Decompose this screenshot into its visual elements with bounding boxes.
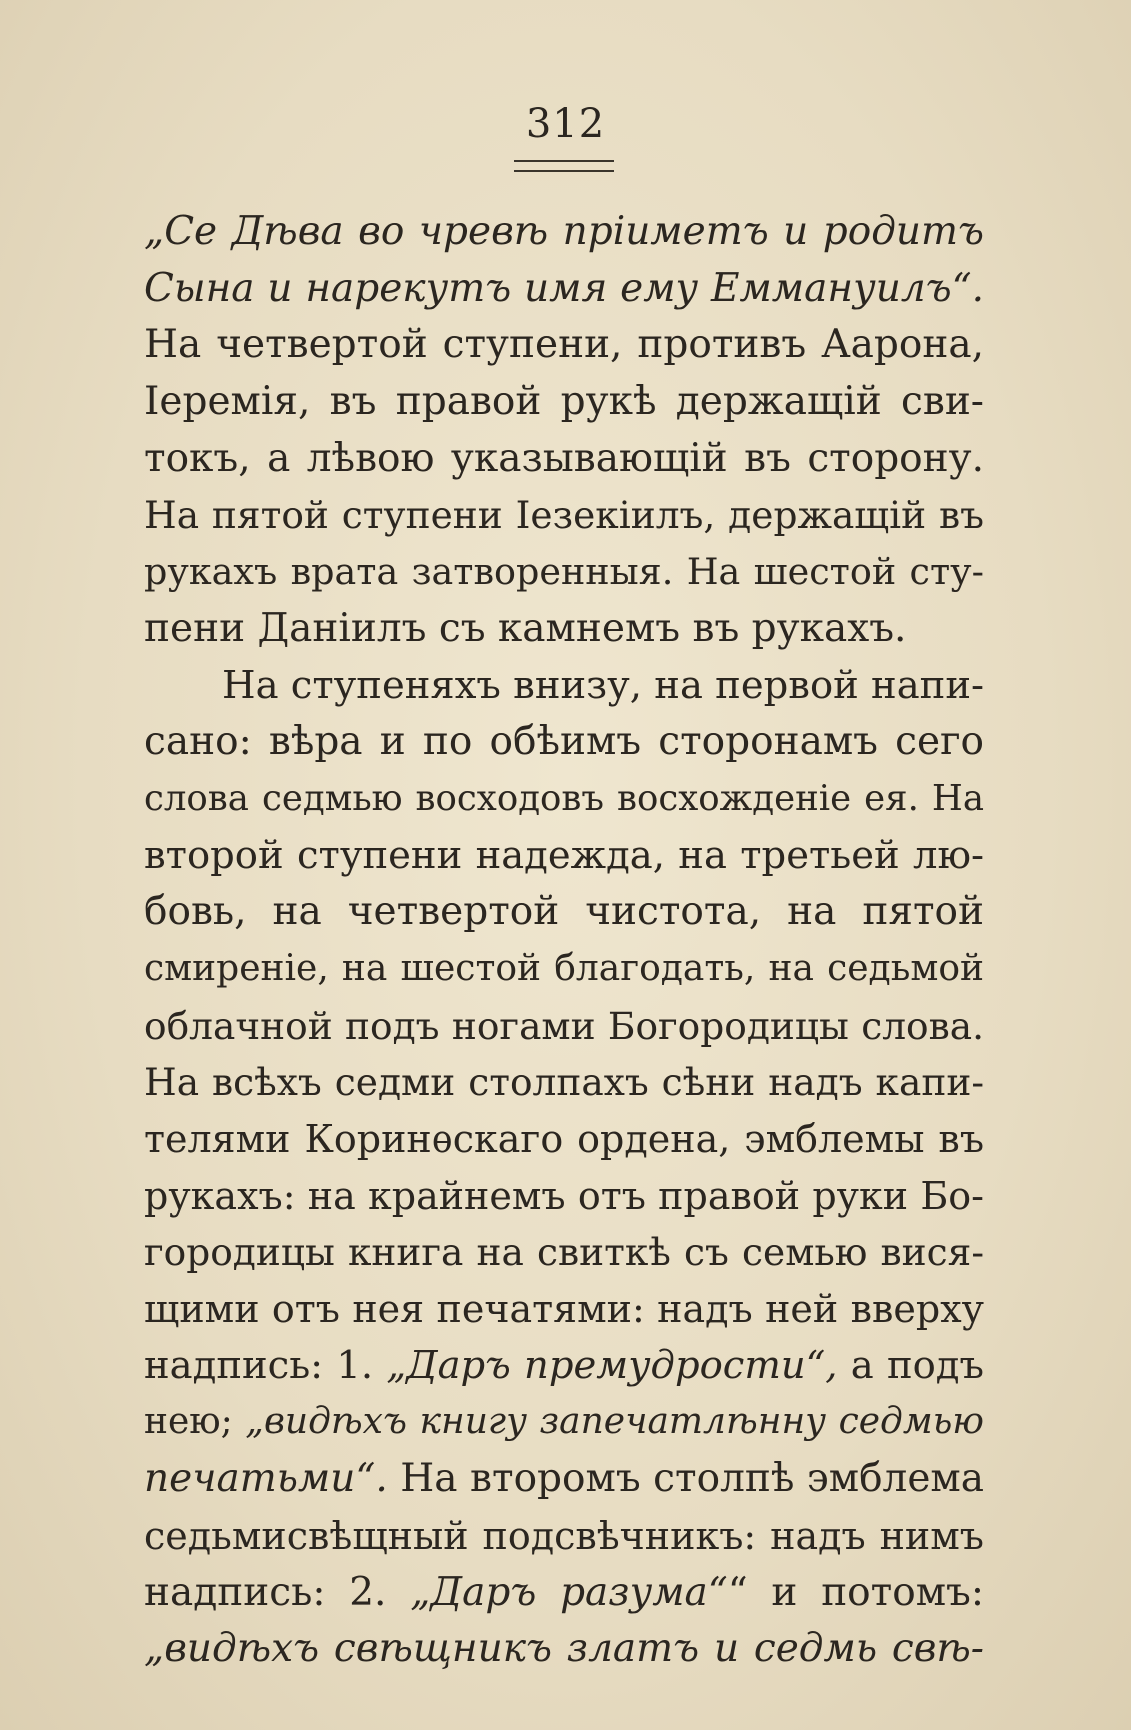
text-run: На ступеняхъ внизу, на первой напи- (222, 662, 984, 708)
text-run: слова седмью восходовъ восхожденіе ея. На (144, 777, 984, 819)
text-run: надпись: 1. (144, 1342, 387, 1388)
text-line (144, 487, 984, 544)
text-run: второй ступени надежда, на третьей лю- (144, 832, 984, 878)
italic-text: „Се Дѣва во чревѣ пріиметъ и родитъ (144, 209, 984, 254)
text-run: бовь, на четвертой чистота, на пятой (144, 889, 984, 935)
italic-text: „Даръ премудрости“, (386, 1342, 838, 1388)
text-line (144, 1451, 984, 1508)
text-line (144, 771, 984, 828)
text-line (144, 261, 984, 318)
text-run: а подъ (837, 1342, 984, 1388)
text-run: щими отъ нея печатями: надъ ней вверху (144, 1287, 984, 1332)
text-run: сано: вѣра и по обѣимъ сторонамъ сего (144, 719, 984, 765)
text-line (144, 828, 984, 885)
text-line (144, 941, 984, 998)
text-line (144, 884, 984, 941)
header-double-rule (514, 160, 614, 172)
text-line (144, 1338, 984, 1395)
text-line (144, 658, 984, 715)
body-text (144, 204, 984, 1678)
text-run: На четвертой ступени, противъ Аарона, (144, 322, 984, 368)
text-run: Іеремія, въ правой рукѣ держащій сви- (144, 379, 984, 425)
text-line (144, 1224, 984, 1281)
text-run: На всѣхъ седми столпахъ сѣни надъ капи- (144, 1060, 984, 1105)
text-run: “ и потомъ: (727, 1569, 984, 1615)
italic-text: „Даръ разума“ (410, 1569, 728, 1615)
italic-text: печатьми“. (144, 1456, 388, 1502)
text-line (144, 374, 984, 431)
text-line (144, 431, 984, 488)
italic-text: „видѣхъ книгу запечатлѣнну седмью (245, 1401, 984, 1443)
page-number: 312 (525, 101, 606, 147)
text-line (144, 1111, 984, 1168)
italic-text: „видѣхъ свѣщникъ златъ и седмь свѣ- (144, 1626, 984, 1672)
text-run: надпись: 2. (144, 1569, 411, 1615)
text-line (144, 1508, 984, 1565)
text-run: нею; (144, 1401, 246, 1443)
text-line (144, 544, 984, 601)
text-line (144, 998, 984, 1055)
text-line (144, 601, 984, 658)
text-run: смиреніе, на шестой благодать, на седьмой (144, 947, 984, 989)
text-run: облачной подъ ногами Богородицы слова. (144, 1003, 984, 1048)
text-line (144, 1621, 984, 1678)
text-line (144, 204, 984, 261)
text-line (144, 1394, 984, 1451)
text-run: седьмисвѣщный подсвѣчникъ: надъ нимъ (144, 1513, 984, 1558)
text-line (144, 1281, 984, 1338)
text-run: рукахъ: на крайнемъ отъ правой руки Бо- (144, 1173, 984, 1218)
text-run: телями Коринѳскаго ордена, эмблемы въ (144, 1117, 984, 1161)
text-line (144, 1565, 984, 1622)
text-line (144, 317, 984, 374)
text-run: На пятой ступени Іезекіилъ, держащій въ (144, 493, 984, 538)
text-run: городицы книга на свиткѣ съ семью вися- (144, 1230, 984, 1275)
text-run: токъ, а лѣвою указывающій въ сторону. (144, 435, 984, 481)
text-run: пени Даніилъ съ камнемъ въ рукахъ. (144, 605, 907, 651)
text-line (144, 1168, 984, 1225)
text-run: На второмъ столпѣ эмблема (387, 1456, 984, 1502)
text-run: рукахъ врата затворенныя. На шестой сту- (144, 550, 984, 594)
text-line (144, 714, 984, 771)
text-line (144, 1054, 984, 1111)
italic-text: Сына и нарекутъ имя ему Еммануилъ“. (144, 265, 984, 311)
